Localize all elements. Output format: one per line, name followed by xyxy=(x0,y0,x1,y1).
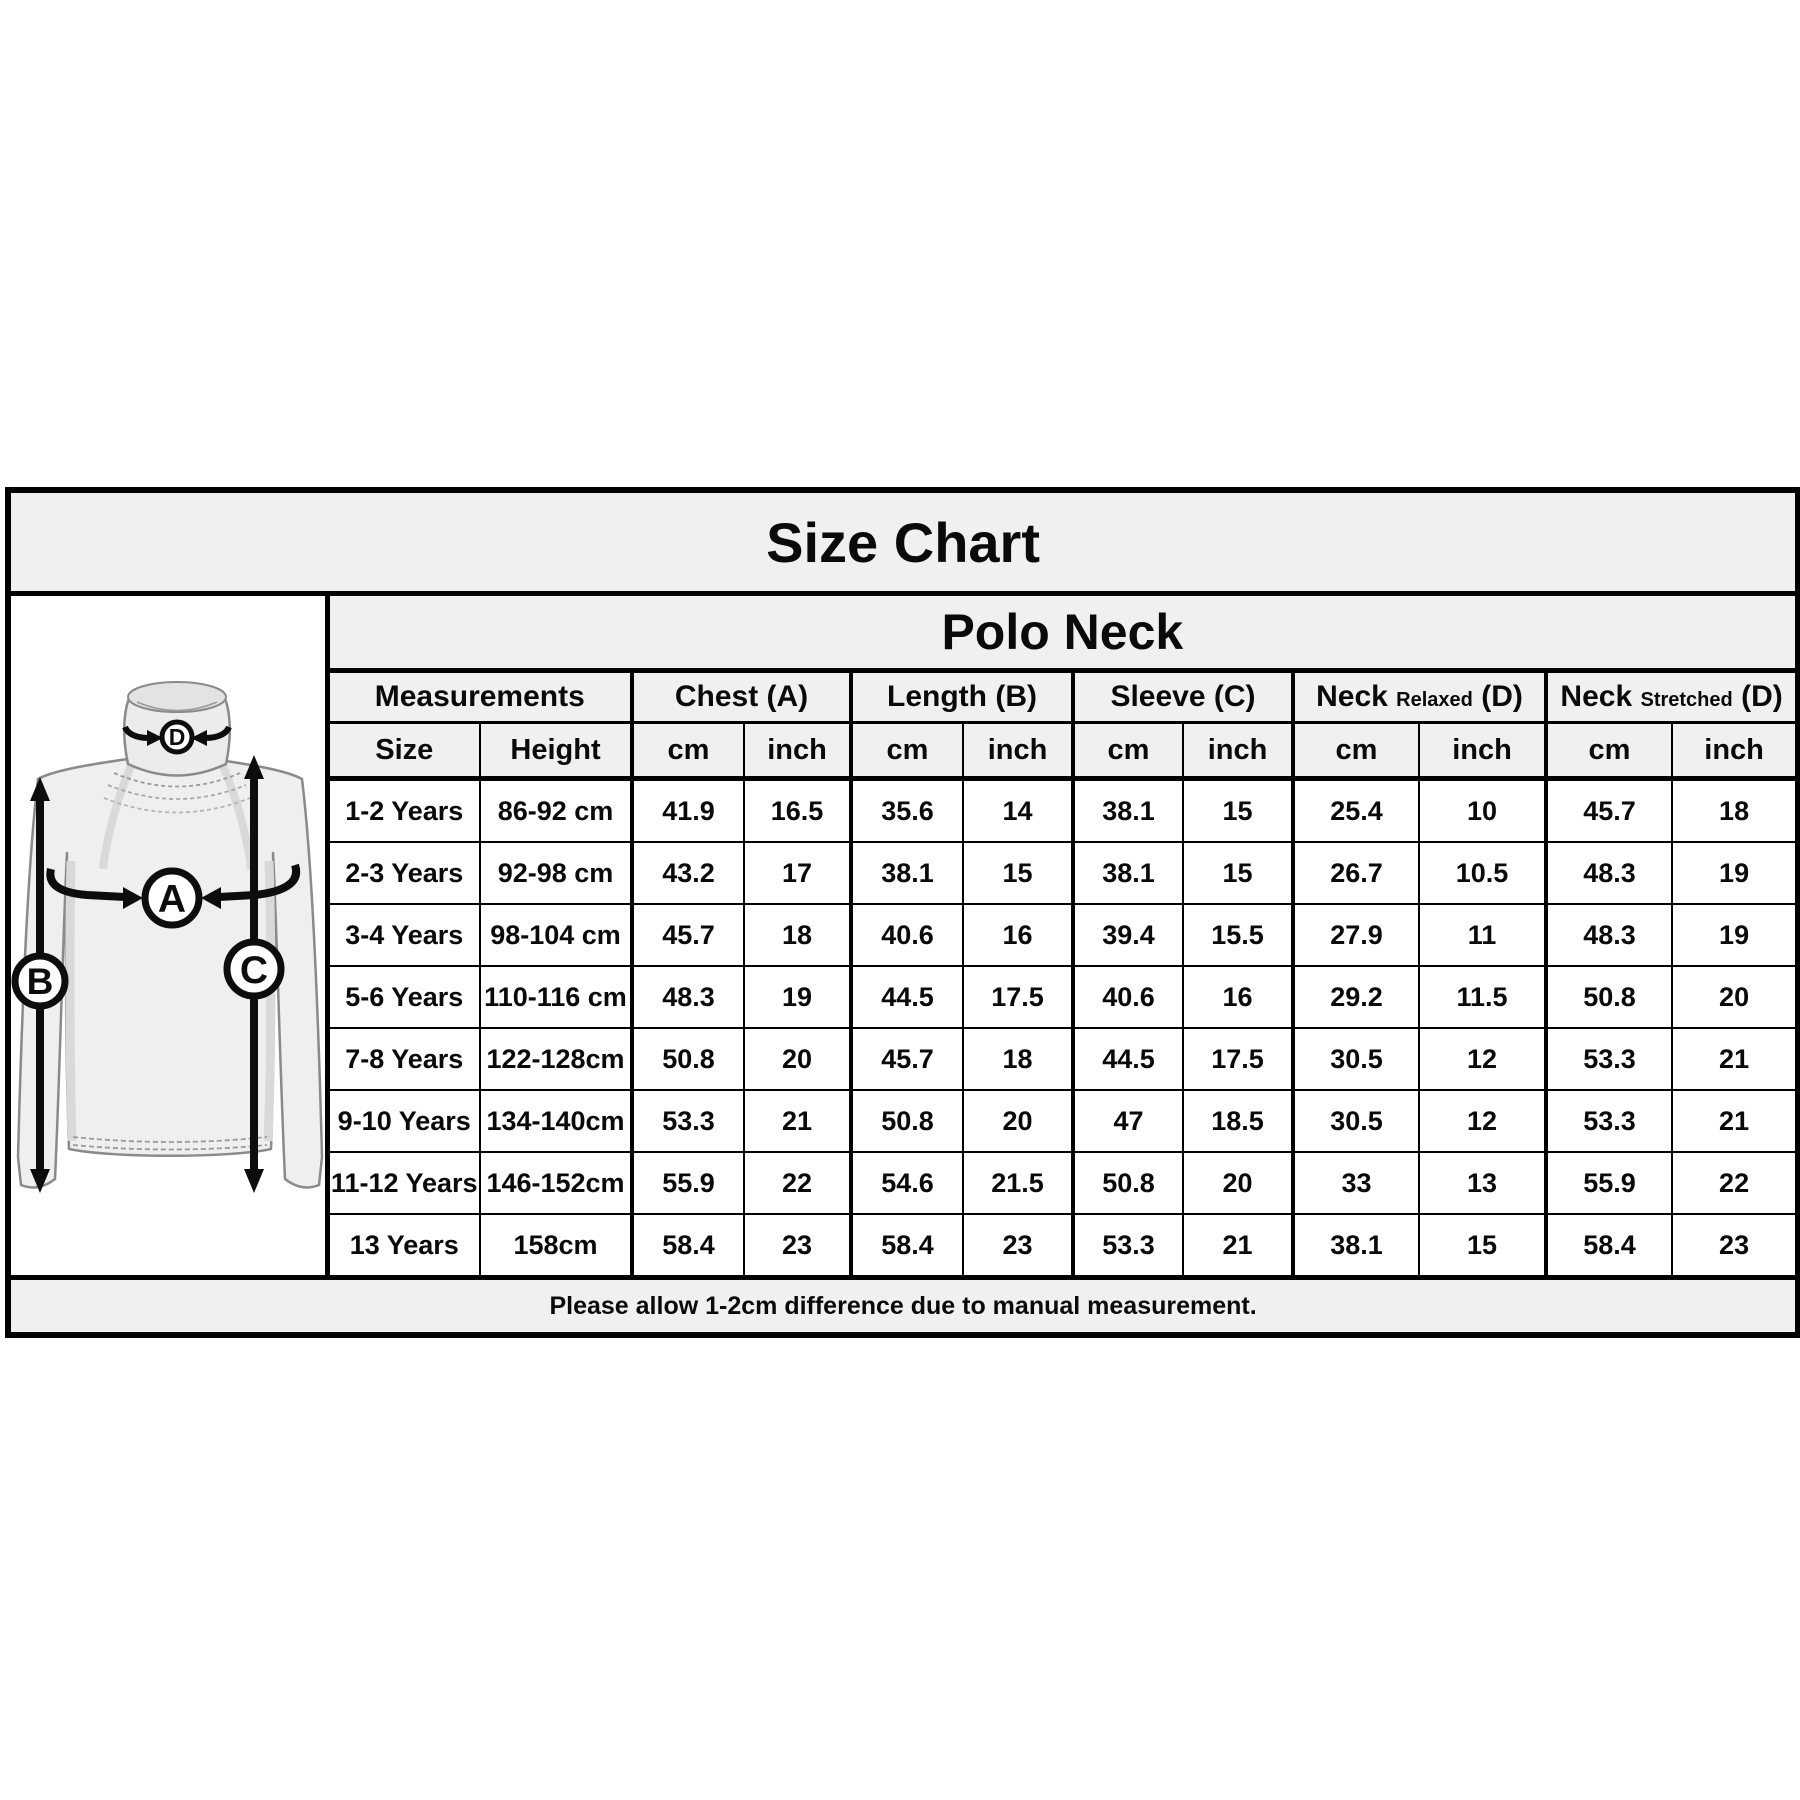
value-cell: 53.3 xyxy=(1546,1090,1672,1152)
value-cell: 48.3 xyxy=(632,966,744,1028)
value-cell: 11.5 xyxy=(1419,966,1546,1028)
col-neck-stretched-cm: cm xyxy=(1546,723,1672,779)
size-cell: 7-8 Years xyxy=(327,1028,480,1090)
value-cell: 16 xyxy=(1183,966,1293,1028)
value-cell: 26.7 xyxy=(1293,842,1419,904)
col-sleeve-inch: inch xyxy=(1183,723,1293,779)
value-cell: 19 xyxy=(744,966,851,1028)
value-cell: 20 xyxy=(963,1090,1073,1152)
value-cell: 12 xyxy=(1419,1090,1546,1152)
svg-text:D: D xyxy=(168,723,186,750)
value-cell: 21 xyxy=(1672,1090,1798,1152)
size-cell: 2-3 Years xyxy=(327,842,480,904)
height-cell: 110-116 cm xyxy=(480,966,632,1028)
value-cell: 48.3 xyxy=(1546,904,1672,966)
col-group-sleeve: Sleeve (C) xyxy=(1073,671,1293,723)
value-cell: 54.6 xyxy=(851,1152,963,1214)
value-cell: 18 xyxy=(1672,779,1798,843)
value-cell: 17.5 xyxy=(1183,1028,1293,1090)
svg-text:B: B xyxy=(26,960,54,1002)
page-title: Size Chart xyxy=(8,490,1798,594)
value-cell: 41.9 xyxy=(632,779,744,843)
height-cell: 146-152cm xyxy=(480,1152,632,1214)
value-cell: 58.4 xyxy=(851,1214,963,1278)
value-cell: 21.5 xyxy=(963,1152,1073,1214)
value-cell: 18.5 xyxy=(1183,1090,1293,1152)
value-cell: 13 xyxy=(1419,1152,1546,1214)
value-cell: 23 xyxy=(744,1214,851,1278)
col-chest-inch: inch xyxy=(744,723,851,779)
value-cell: 14 xyxy=(963,779,1073,843)
col-height: Height xyxy=(480,723,632,779)
value-cell: 50.8 xyxy=(1546,966,1672,1028)
value-cell: 21 xyxy=(744,1090,851,1152)
value-cell: 23 xyxy=(1672,1214,1798,1278)
value-cell: 17 xyxy=(744,842,851,904)
value-cell: 45.7 xyxy=(632,904,744,966)
value-cell: 11 xyxy=(1419,904,1546,966)
value-cell: 53.3 xyxy=(1546,1028,1672,1090)
footer-row xyxy=(8,1278,1798,1336)
value-cell: 15 xyxy=(1183,842,1293,904)
value-cell: 30.5 xyxy=(1293,1028,1419,1090)
value-cell: 27.9 xyxy=(1293,904,1419,966)
height-cell: 134-140cm xyxy=(480,1090,632,1152)
size-cell: 13 Years xyxy=(327,1214,480,1278)
value-cell: 58.4 xyxy=(1546,1214,1672,1278)
height-cell: 122-128cm xyxy=(480,1028,632,1090)
measurement-disclaimer: Please allow 1-2cm difference due to manual measurement. xyxy=(8,1278,1798,1336)
svg-text:A: A xyxy=(157,877,187,921)
value-cell: 40.6 xyxy=(851,904,963,966)
height-cell: 86-92 cm xyxy=(480,779,632,843)
col-group-neck-relaxed: Neck Relaxed (D) xyxy=(1293,671,1546,723)
value-cell: 21 xyxy=(1672,1028,1798,1090)
value-cell: 53.3 xyxy=(632,1090,744,1152)
value-cell: 15 xyxy=(1419,1214,1546,1278)
value-cell: 47 xyxy=(1073,1090,1183,1152)
polo-neck-sketch-illustration xyxy=(11,601,327,1271)
value-cell: 15 xyxy=(963,842,1073,904)
size-cell: 1-2 Years xyxy=(327,779,480,843)
value-cell: 55.9 xyxy=(1546,1152,1672,1214)
title-row xyxy=(8,490,1798,594)
value-cell: 50.8 xyxy=(1073,1152,1183,1214)
garment-diagram xyxy=(8,594,327,1278)
col-sleeve-cm: cm xyxy=(1073,723,1183,779)
col-neck-stretched-inch: inch xyxy=(1672,723,1798,779)
value-cell: 50.8 xyxy=(632,1028,744,1090)
col-group-length: Length (B) xyxy=(851,671,1073,723)
value-cell: 16 xyxy=(963,904,1073,966)
height-cell: 92-98 cm xyxy=(480,842,632,904)
size-cell: 9-10 Years xyxy=(327,1090,480,1152)
col-size: Size xyxy=(327,723,480,779)
value-cell: 10 xyxy=(1419,779,1546,843)
col-group-measurements: Measurements xyxy=(327,671,632,723)
value-cell: 25.4 xyxy=(1293,779,1419,843)
size-cell: 11-12 Years xyxy=(327,1152,480,1214)
value-cell: 38.1 xyxy=(851,842,963,904)
shading-stroke xyxy=(70,861,72,1141)
svg-text:C: C xyxy=(239,948,269,992)
value-cell: 44.5 xyxy=(851,966,963,1028)
value-cell: 18 xyxy=(963,1028,1073,1090)
value-cell: 58.4 xyxy=(632,1214,744,1278)
value-cell: 22 xyxy=(1672,1152,1798,1214)
size-cell: 5-6 Years xyxy=(327,966,480,1028)
value-cell: 45.7 xyxy=(851,1028,963,1090)
value-cell: 15 xyxy=(1183,779,1293,843)
value-cell: 35.6 xyxy=(851,779,963,843)
value-cell: 53.3 xyxy=(1073,1214,1183,1278)
value-cell: 38.1 xyxy=(1293,1214,1419,1278)
col-neck-relaxed-cm: cm xyxy=(1293,723,1419,779)
value-cell: 48.3 xyxy=(1546,842,1672,904)
size-cell: 3-4 Years xyxy=(327,904,480,966)
value-cell: 19 xyxy=(1672,842,1798,904)
value-cell: 30.5 xyxy=(1293,1090,1419,1152)
value-cell: 20 xyxy=(1672,966,1798,1028)
product-row xyxy=(8,594,1798,671)
height-cell: 98-104 cm xyxy=(480,904,632,966)
value-cell: 40.6 xyxy=(1073,966,1183,1028)
value-cell: 22 xyxy=(744,1152,851,1214)
value-cell: 44.5 xyxy=(1073,1028,1183,1090)
value-cell: 20 xyxy=(1183,1152,1293,1214)
col-length-inch: inch xyxy=(963,723,1073,779)
collar-opening xyxy=(128,682,226,712)
value-cell: 38.1 xyxy=(1073,779,1183,843)
col-group-chest: Chest (A) xyxy=(632,671,851,723)
value-cell: 15.5 xyxy=(1183,904,1293,966)
value-cell: 45.7 xyxy=(1546,779,1672,843)
value-cell: 39.4 xyxy=(1073,904,1183,966)
value-cell: 23 xyxy=(963,1214,1073,1278)
value-cell: 33 xyxy=(1293,1152,1419,1214)
value-cell: 20 xyxy=(744,1028,851,1090)
value-cell: 10.5 xyxy=(1419,842,1546,904)
value-cell: 19 xyxy=(1672,904,1798,966)
col-group-neck-stretched: Neck Stretched (D) xyxy=(1546,671,1798,723)
col-chest-cm: cm xyxy=(632,723,744,779)
value-cell: 38.1 xyxy=(1073,842,1183,904)
size-chart-table xyxy=(5,487,1800,1338)
size-chart-panel xyxy=(5,487,1795,1320)
value-cell: 17.5 xyxy=(963,966,1073,1028)
value-cell: 21 xyxy=(1183,1214,1293,1278)
value-cell: 29.2 xyxy=(1293,966,1419,1028)
col-neck-relaxed-inch: inch xyxy=(1419,723,1546,779)
value-cell: 50.8 xyxy=(851,1090,963,1152)
value-cell: 12 xyxy=(1419,1028,1546,1090)
value-cell: 18 xyxy=(744,904,851,966)
product-title: Polo Neck xyxy=(327,594,1798,671)
value-cell: 16.5 xyxy=(744,779,851,843)
value-cell: 43.2 xyxy=(632,842,744,904)
shading-stroke xyxy=(268,861,271,1141)
height-cell: 158cm xyxy=(480,1214,632,1278)
value-cell: 55.9 xyxy=(632,1152,744,1214)
col-length-cm: cm xyxy=(851,723,963,779)
